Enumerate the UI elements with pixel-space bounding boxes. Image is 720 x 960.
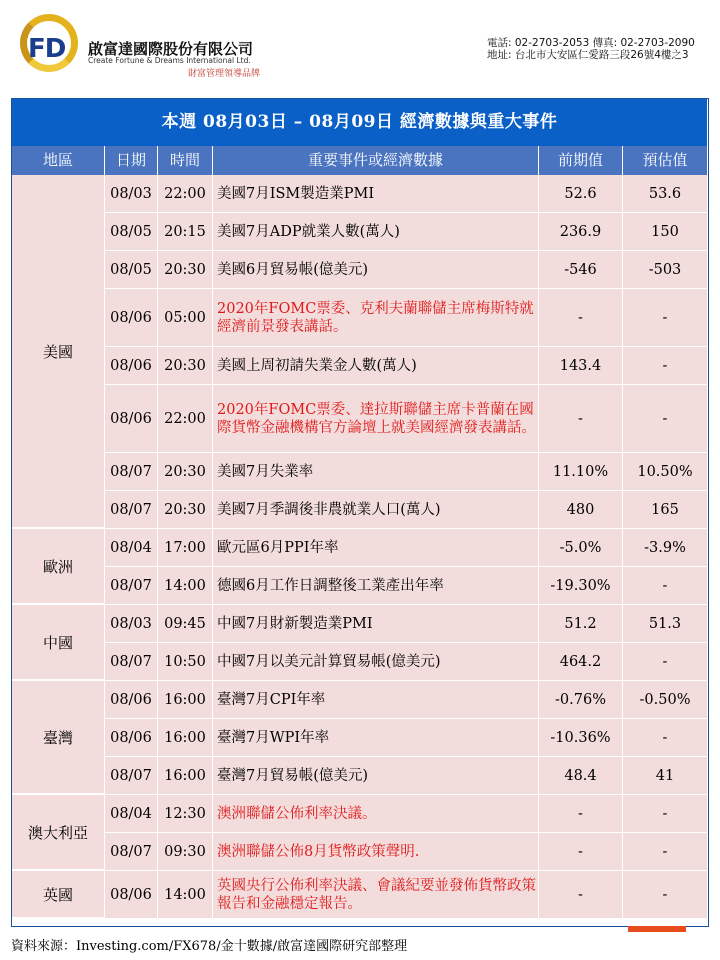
region-label: 澳大利亞 — [27, 823, 88, 842]
date-cell-text: 08/03 — [110, 185, 152, 202]
contact-phone-fax: 電話: 02-2703-2053 傳真: 02-2703-2090 — [487, 37, 695, 49]
time-cell — [158, 833, 213, 871]
time-cell — [158, 719, 213, 757]
decorative-accent — [628, 926, 686, 932]
event-cell — [213, 605, 539, 643]
date-cell — [105, 795, 158, 833]
forecast-value-cell-text: - — [662, 410, 668, 427]
time-cell — [158, 795, 213, 833]
region-cell — [12, 681, 105, 795]
previous-value-cell-text: 143.4 — [559, 357, 602, 374]
col-header-event: 重要事件或經濟數據 — [213, 146, 539, 175]
event-cell — [213, 491, 539, 529]
date-cell-text: 08/07 — [110, 653, 152, 670]
event-cell-text: 中國7月以美元計算貿易帳(億美元) — [217, 653, 441, 670]
company-name: 啟富達國際股份有限公司 — [88, 40, 254, 58]
time-cell — [158, 567, 213, 605]
event-cell — [213, 175, 539, 213]
date-cell-text: 08/06 — [110, 886, 152, 903]
date-cell — [105, 453, 158, 491]
previous-value-cell-text: 480 — [566, 501, 595, 518]
event-cell-text: 澳洲聯儲公佈8月貨幣政策聲明. — [217, 843, 420, 860]
forecast-value-cell-text: 51.3 — [648, 615, 682, 632]
forecast-value-cell-text: 41 — [655, 767, 675, 784]
date-cell — [105, 175, 158, 213]
date-cell-text: 08/06 — [110, 410, 152, 427]
time-cell-text: 20:30 — [164, 463, 206, 480]
date-cell-text: 08/04 — [110, 805, 152, 822]
event-cell-text: 澳洲聯儲公佈利率決議。 — [217, 805, 377, 822]
event-cell-text: 美國上周初請失業金人數(萬人) — [217, 357, 417, 374]
previous-value-cell-text: 48.4 — [564, 767, 597, 784]
time-cell — [158, 605, 213, 643]
date-cell — [105, 385, 158, 453]
previous-value-cell — [539, 347, 623, 385]
date-cell — [105, 567, 158, 605]
time-cell — [158, 213, 213, 251]
time-cell-text: 22:00 — [164, 185, 206, 202]
region-label: 歐洲 — [42, 557, 73, 576]
date-cell — [105, 833, 158, 871]
forecast-value-cell — [623, 385, 707, 453]
forecast-value-cell — [623, 453, 707, 491]
event-cell — [213, 643, 539, 681]
table-title: 本週 08月03日 – 08月09日 經濟數據與重大事件 — [12, 99, 707, 146]
col-header-region: 地區 — [12, 146, 105, 175]
date-cell-text: 08/06 — [110, 357, 152, 374]
date-cell-text: 08/07 — [110, 577, 152, 594]
forecast-value-cell — [623, 289, 707, 347]
time-cell-text: 20:30 — [164, 357, 206, 374]
previous-value-cell — [539, 605, 623, 643]
forecast-value-cell-text: - — [662, 886, 668, 903]
company-tagline: 財富管理領導品牌 — [188, 69, 261, 79]
event-cell — [213, 567, 539, 605]
forecast-value-cell-text: - — [662, 309, 668, 326]
contact-address: 地址: 台北市大安區仁愛路三段26號4樓之3 — [487, 49, 689, 61]
event-cell-text: 臺灣7月CPI年率 — [217, 691, 326, 708]
forecast-value-cell — [623, 251, 707, 289]
previous-value-cell-text: -5.0% — [559, 539, 602, 556]
previous-value-cell-text: -19.30% — [550, 577, 611, 594]
previous-value-cell — [539, 175, 623, 213]
event-cell — [213, 251, 539, 289]
previous-value-cell — [539, 491, 623, 529]
event-cell-text: 美國7月ADP就業人數(萬人) — [217, 223, 400, 240]
region-label: 中國 — [42, 633, 73, 652]
time-cell-text: 20:30 — [164, 501, 206, 518]
date-cell-text: 08/06 — [110, 691, 152, 708]
forecast-value-cell-text: - — [662, 729, 668, 746]
time-cell-text: 20:30 — [164, 261, 206, 278]
forecast-value-cell-text: 53.6 — [648, 185, 682, 202]
previous-value-cell — [539, 251, 623, 289]
event-cell — [213, 453, 539, 491]
previous-value-cell-text: -10.36% — [550, 729, 611, 746]
region-cell — [12, 871, 105, 919]
contact-info — [487, 37, 695, 61]
time-cell-text: 14:00 — [164, 577, 206, 594]
page-header — [0, 0, 720, 96]
date-cell — [105, 605, 158, 643]
time-cell — [158, 347, 213, 385]
date-cell-text: 08/07 — [110, 501, 152, 518]
col-header-time: 時間 — [158, 146, 213, 175]
time-cell — [158, 251, 213, 289]
time-cell — [158, 453, 213, 491]
event-cell — [213, 757, 539, 795]
date-cell — [105, 719, 158, 757]
previous-value-cell-text: 11.10% — [552, 463, 609, 480]
forecast-value-cell — [623, 175, 707, 213]
forecast-value-cell-text: -0.50% — [639, 691, 691, 708]
previous-value-cell-text: - — [578, 886, 583, 903]
forecast-value-cell — [623, 643, 707, 681]
forecast-value-cell-text: 10.50% — [637, 463, 693, 480]
forecast-value-cell — [623, 795, 707, 833]
event-cell — [213, 871, 539, 919]
date-cell — [105, 871, 158, 919]
event-cell — [213, 833, 539, 871]
time-cell — [158, 643, 213, 681]
forecast-value-cell-text: -3.9% — [644, 539, 686, 556]
previous-value-cell — [539, 757, 623, 795]
time-cell — [158, 757, 213, 795]
forecast-value-cell — [623, 491, 707, 529]
forecast-value-cell — [623, 529, 707, 567]
time-cell-text: 10:50 — [164, 653, 206, 670]
previous-value-cell — [539, 289, 623, 347]
events-table — [11, 98, 709, 927]
date-cell-text: 08/03 — [110, 615, 152, 632]
forecast-value-cell-text: - — [662, 805, 668, 822]
event-cell — [213, 289, 539, 347]
col-header-forecast: 預估值 — [642, 151, 688, 169]
time-cell — [158, 491, 213, 529]
date-cell-text: 08/05 — [110, 261, 152, 278]
event-cell — [213, 213, 539, 251]
event-cell-text: 臺灣7月WPI年率 — [217, 729, 330, 746]
date-cell — [105, 681, 158, 719]
region-cell — [12, 605, 105, 681]
time-cell-text: 16:00 — [164, 729, 206, 746]
forecast-value-cell-text: - — [662, 357, 668, 374]
date-cell — [105, 347, 158, 385]
event-cell — [213, 347, 539, 385]
event-cell-text: 美國7月ISM製造業PMI — [217, 185, 375, 202]
previous-value-cell — [539, 833, 623, 871]
date-cell — [105, 529, 158, 567]
event-cell-text: 2020年FOMC票委、克利夫蘭聯儲主席梅斯特就經濟前景發表講話。 — [217, 300, 534, 335]
previous-value-cell-text: - — [578, 309, 583, 326]
date-cell-text: 08/06 — [110, 729, 152, 746]
date-cell-text: 08/07 — [110, 463, 152, 480]
time-cell — [158, 175, 213, 213]
time-cell-text: 09:45 — [164, 615, 206, 632]
previous-value-cell-text: 52.6 — [564, 185, 597, 202]
forecast-value-cell-text: - — [662, 843, 668, 860]
forecast-value-cell — [623, 213, 707, 251]
time-cell-text: 17:00 — [164, 539, 206, 556]
previous-value-cell-text: - — [578, 843, 583, 860]
region-label: 臺灣 — [42, 728, 73, 747]
company-english-name: Create Fortune & Dreams International Ltd. — [88, 56, 251, 65]
forecast-value-cell-text: 150 — [651, 223, 679, 240]
event-cell-text: 2020年FOMC票委、達拉斯聯儲主席卡普蘭在國際貨幣金融機構官方論壇上就美國經濟發表講話。 — [217, 401, 536, 436]
date-cell-text: 08/04 — [110, 539, 152, 556]
date-cell — [105, 643, 158, 681]
previous-value-cell-text: 236.9 — [559, 223, 602, 240]
event-cell-text: 中國7月財新製造業PMI — [217, 615, 373, 632]
source-footnote: 資料來源：Investing.com/FX678/金十數據/啟富達國際研究部整理 — [11, 939, 408, 954]
time-cell — [158, 385, 213, 453]
previous-value-cell — [539, 871, 623, 919]
region-label: 美國 — [42, 342, 73, 361]
previous-value-cell-text: - — [578, 805, 583, 822]
date-cell — [105, 213, 158, 251]
region-cell — [12, 175, 105, 529]
date-cell-text: 08/05 — [110, 223, 152, 240]
event-cell-text: 臺灣7月貿易帳(億美元) — [217, 767, 369, 784]
previous-value-cell — [539, 643, 623, 681]
event-cell — [213, 719, 539, 757]
previous-value-cell-text: 464.2 — [559, 653, 602, 670]
forecast-value-cell — [623, 567, 707, 605]
time-cell-text: 09:30 — [164, 843, 206, 860]
event-cell-text: 美國7月失業率 — [217, 463, 314, 480]
event-cell — [213, 385, 539, 453]
date-cell — [105, 491, 158, 529]
time-cell-text: 14:00 — [164, 886, 206, 903]
forecast-value-cell-text: - — [662, 577, 668, 594]
date-cell — [105, 757, 158, 795]
date-cell — [105, 251, 158, 289]
region-cell — [12, 529, 105, 605]
date-cell — [105, 289, 158, 347]
forecast-value-cell — [623, 347, 707, 385]
previous-value-cell — [539, 681, 623, 719]
event-cell-text: 美國6月貿易帳(億美元) — [217, 261, 369, 278]
col-header-previous: 前期值 — [539, 146, 623, 175]
previous-value-cell — [539, 567, 623, 605]
previous-value-cell — [539, 385, 623, 453]
event-cell-text: 歐元區6月PPI年率 — [217, 539, 339, 556]
forecast-value-cell — [623, 719, 707, 757]
time-cell-text: 22:00 — [164, 410, 206, 427]
time-cell — [158, 529, 213, 567]
event-cell-text: 英國央行公佈利率決議、會議紀要並發佈貨幣政策報告和金融穩定報告。 — [217, 877, 536, 912]
date-cell-text: 08/07 — [110, 843, 152, 860]
event-cell — [213, 529, 539, 567]
forecast-value-cell — [623, 871, 707, 919]
event-cell-text: 美國7月季調後非農就業人口(萬人) — [217, 501, 441, 518]
table-header-row — [12, 146, 707, 175]
col-header-date: 日期 — [105, 146, 158, 175]
previous-value-cell — [539, 453, 623, 491]
region-label: 英國 — [42, 885, 73, 904]
time-cell-text: 05:00 — [164, 309, 206, 326]
event-cell-text: 德國6月工作日調整後工業產出年率 — [217, 577, 444, 594]
time-cell-text: 12:30 — [164, 805, 206, 822]
previous-value-cell — [539, 529, 623, 567]
region-cell — [12, 795, 105, 871]
previous-value-cell — [539, 795, 623, 833]
time-cell-text: 20:15 — [164, 223, 206, 240]
date-cell-text: 08/06 — [110, 309, 152, 326]
forecast-value-cell — [623, 833, 707, 871]
forecast-value-cell-text: 165 — [651, 501, 679, 518]
event-cell — [213, 795, 539, 833]
previous-value-cell-text: - — [578, 410, 583, 427]
time-cell-text: 16:00 — [164, 767, 206, 784]
forecast-value-cell — [623, 757, 707, 795]
event-cell — [213, 681, 539, 719]
previous-value-cell-text: 51.2 — [564, 615, 597, 632]
company-logo: FD — [28, 34, 66, 64]
time-cell — [158, 289, 213, 347]
forecast-value-cell — [623, 605, 707, 643]
previous-value-cell-text: -546 — [564, 261, 597, 278]
time-cell — [158, 871, 213, 919]
forecast-value-cell-text: - — [662, 653, 668, 670]
previous-value-cell — [539, 719, 623, 757]
time-cell-text: 16:00 — [164, 691, 206, 708]
forecast-value-cell-text: -503 — [648, 261, 682, 278]
date-cell-text: 08/07 — [110, 767, 152, 784]
forecast-value-cell — [623, 681, 707, 719]
table-body — [12, 175, 707, 925]
time-cell — [158, 681, 213, 719]
previous-value-cell-text: -0.76% — [555, 691, 606, 708]
previous-value-cell — [539, 213, 623, 251]
